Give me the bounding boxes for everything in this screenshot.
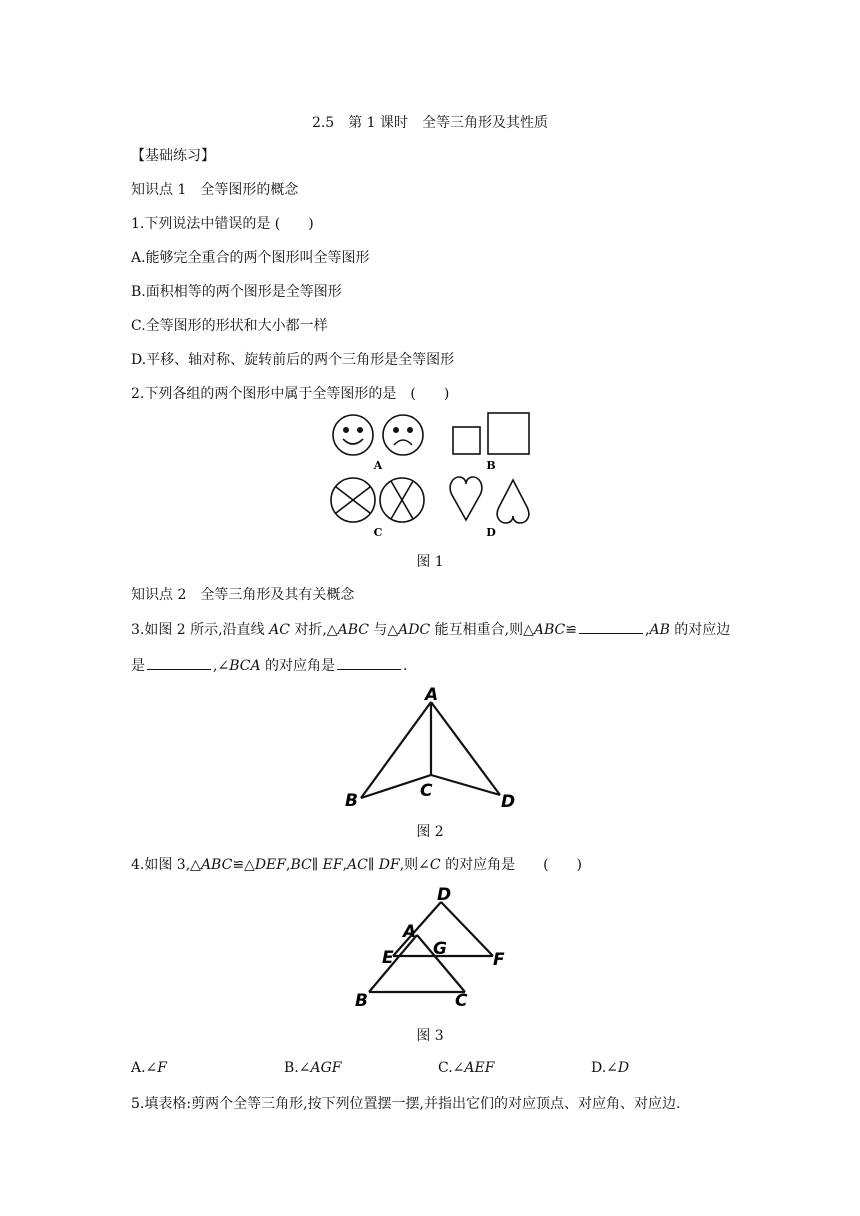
circle-x-narrow-icon	[380, 478, 424, 522]
fig2-label-b: B	[345, 791, 358, 811]
fig3-label-e: E	[382, 948, 394, 968]
section-heading: 【基础练习】	[131, 148, 215, 164]
question-3-line-1: 3.如图 2 所示,沿直线 AC 对折,△ABC 与△ADC 能互相重合,则△ABC≌ ,AB 的对应边	[131, 619, 730, 640]
fig1-label-b: B	[486, 459, 496, 472]
question-4-option-a: A.∠F	[131, 1060, 168, 1076]
figure-1-caption: 图 1	[416, 554, 444, 570]
knowledge-point-2: 知识点 2 全等三角形及其有关概念	[131, 587, 355, 603]
question-1-option-a: A.能够完全重合的两个图形叫全等图形	[131, 250, 370, 266]
circle-x-icon	[331, 478, 375, 522]
fig2-label-d: D	[501, 792, 516, 812]
fig3-label-d: D	[437, 885, 452, 905]
fig3-label-b: B	[355, 991, 368, 1011]
smiley-face-icon	[333, 415, 373, 455]
fig3-label-f: F	[493, 950, 505, 970]
question-1-option-d: D.平移、轴对称、旋转前后的两个三角形是全等图形	[131, 352, 455, 368]
answer-blank-3[interactable]	[337, 655, 401, 670]
fig3-label-a: A	[403, 922, 417, 942]
fig2-label-a: A	[425, 685, 439, 705]
question-4-option-d: D.∠D	[591, 1060, 630, 1076]
fig1-label-c: C	[373, 526, 383, 539]
fig1-label-a: A	[373, 459, 383, 472]
question-1-option-c: C.全等图形的形状和大小都一样	[131, 318, 328, 334]
page-title: 2.5 第 1 课时 全等三角形及其性质	[311, 115, 549, 131]
answer-blank-2[interactable]	[147, 655, 211, 670]
question-4-option-b: B.∠AGF	[284, 1060, 342, 1076]
knowledge-point-1: 知识点 1 全等图形的概念	[131, 182, 299, 198]
fig1-label-d: D	[486, 526, 496, 539]
fig3-label-c: C	[455, 991, 468, 1011]
fig3-label-g: G	[433, 939, 447, 959]
fig2-label-c: C	[420, 781, 433, 801]
question-1-stem: 1.下列说法中错误的是 ( )	[131, 216, 314, 232]
figure-3	[352, 882, 512, 1012]
heart-icon	[450, 477, 482, 520]
sad-face-icon	[383, 415, 423, 455]
figure-2	[335, 680, 525, 812]
figure-3-caption: 图 3	[416, 1028, 444, 1044]
figure-1	[325, 410, 540, 545]
question-5-stem: 5.填表格:剪两个全等三角形,按下列位置摆一摆,并指出它们的对应顶点、对应角、对应边.	[131, 1096, 681, 1112]
question-3-line-2: 是 ,∠BCA 的对应角是 .	[131, 655, 407, 676]
question-4-option-c: C.∠AEF	[438, 1060, 495, 1076]
large-square	[488, 413, 529, 454]
question-2-stem: 2.下列各组的两个图形中属于全等图形的是 ( )	[131, 386, 450, 402]
question-1-option-b: B.面积相等的两个图形是全等图形	[131, 284, 342, 300]
figure-2-caption: 图 2	[416, 824, 444, 840]
answer-blank-1[interactable]	[579, 619, 643, 634]
question-4-stem: 4.如图 3,△ABC≌△DEF,BC∥ EF,AC∥ DF,则∠C 的对应角是 ( )	[131, 857, 582, 873]
heart-inverted-icon	[497, 480, 529, 523]
small-square	[453, 427, 480, 454]
